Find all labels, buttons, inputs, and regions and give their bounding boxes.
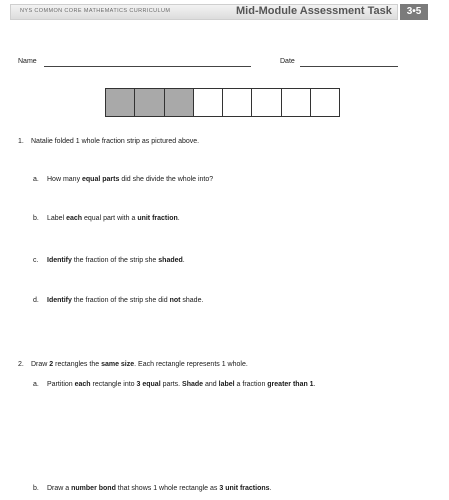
strip-part-unshaded [252, 89, 281, 116]
strip-part-unshaded [282, 89, 311, 116]
text-segment: . [177, 215, 180, 222]
part-label: a. [33, 381, 39, 388]
text-segment: . [269, 485, 272, 492]
text-bold: 2 [49, 361, 54, 368]
strip-part-shaded [106, 89, 135, 116]
strip-part-unshaded [223, 89, 252, 116]
part-label: b. [33, 215, 39, 222]
text-segment: Partition [47, 381, 75, 388]
text-bold: equal parts [82, 176, 120, 183]
text-segment: equal part with a [82, 215, 138, 222]
text-segment: Label [47, 215, 67, 222]
strip-part-shaded [135, 89, 164, 116]
name-label: Name [18, 58, 37, 65]
text-bold: same size [101, 361, 135, 368]
text-bold: shaded [158, 257, 183, 264]
text-bold: 3 unit fractions [219, 485, 270, 492]
strip-part-unshaded [194, 89, 223, 116]
text-segment: Draw a [47, 485, 72, 492]
text-bold: each [66, 215, 83, 222]
text-bold: not [169, 297, 181, 304]
text-segment: . Each rectangle represents 1 whole. [134, 361, 248, 368]
text-segment: the fraction of the strip she did [71, 297, 170, 304]
question-2a [33, 380, 316, 389]
text-bold: each [74, 381, 91, 388]
text-segment: . [313, 381, 316, 388]
question-2 [18, 360, 248, 369]
text-segment: Draw [31, 361, 50, 368]
text-segment: shade. [180, 297, 204, 304]
strip-part-unshaded [311, 89, 339, 116]
part-label: b. [33, 485, 39, 492]
text-bold: Identify [47, 257, 72, 264]
text-segment: How many [47, 176, 83, 183]
text-segment: did she divide the whole into? [119, 176, 214, 183]
task-title: Mid-Module Assessment Task [236, 5, 392, 17]
text-segment: and [203, 381, 219, 388]
text-segment: the fraction of the strip she [71, 257, 159, 264]
question-text: Natalie folded 1 whole fraction strip as pictured above. [31, 138, 200, 145]
text-bold: unit fraction [137, 215, 178, 222]
text-segment: rectangle into [90, 381, 137, 388]
text-bold: Shade [182, 381, 204, 388]
question-number: 2. [18, 361, 24, 368]
date-field[interactable] [300, 66, 398, 67]
text-segment: parts. [160, 381, 183, 388]
date-label: Date [280, 58, 295, 65]
question-1c [33, 256, 185, 265]
part-label: a. [33, 176, 39, 183]
name-field[interactable] [44, 66, 251, 67]
page-header [10, 4, 444, 20]
strip-part-shaded [165, 89, 194, 116]
text-segment: a fraction [234, 381, 268, 388]
question-number: 1. [18, 138, 24, 145]
text-bold: Identify [47, 297, 72, 304]
question-1b [33, 214, 180, 223]
text-bold: number bond [71, 485, 116, 492]
question-1a [33, 175, 213, 184]
curriculum-name: NYS COMMON CORE MATHEMATICS CURRICULUM [20, 8, 171, 14]
grade-module-badge: 3•5 [400, 4, 428, 20]
part-label: c. [33, 257, 39, 264]
text-segment: rectangles the [53, 361, 102, 368]
text-bold: label [218, 381, 235, 388]
text-segment: that shows 1 whole rectangle as [115, 485, 220, 492]
text-bold: greater than 1 [267, 381, 314, 388]
text-segment: . [182, 257, 185, 264]
fraction-strip [105, 88, 340, 117]
part-label: d. [33, 297, 39, 304]
question-1d [33, 296, 203, 305]
question-1 [18, 137, 199, 146]
text-bold: 3 equal [136, 381, 161, 388]
question-2b [33, 484, 272, 493]
